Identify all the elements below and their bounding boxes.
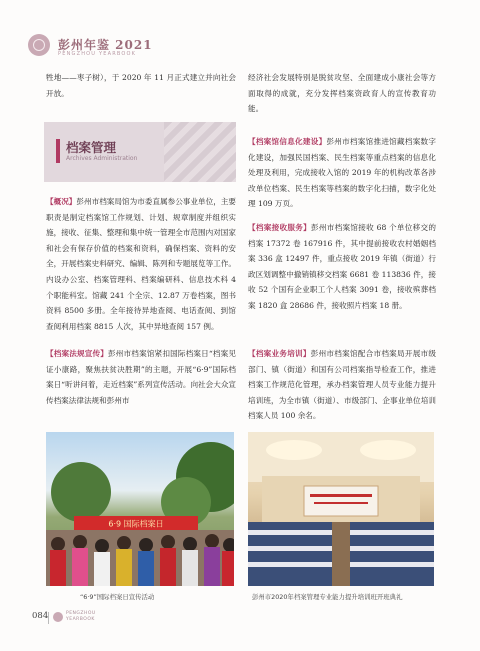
yearbook-logo (28, 34, 50, 56)
overview-text: 彭州市档案局馆为市委直属参公事业单位，主要职责是制定档案馆工作规划、计划、规章制度并组织实施，接收、征集、整理和集中统一管理全市范围内对国家和社会有保存价值的档案和资料，确保档案、资料的安全，开展档案史料研究、编辑、陈列和专题展览等工作。内设办公室、档案管理科、档案编研科、信息技术科 4 个职能科室。馆藏 241 个全宗、12.87 万卷档案，图书资料 8500 多册。全年接待异地查阅、电话查阅、到馆查阅利用档案 8815 人次，其中异地查阅 157 例。 (46, 197, 237, 331)
overview-tag: 【概况】 (46, 197, 77, 206)
receive-paragraph (248, 220, 436, 314)
info-block (248, 134, 436, 212)
overview-paragraph (46, 194, 236, 334)
training-photo (248, 432, 434, 586)
intro-paragraph: 牲地——枣子树），于 2020 年 11 月正式建立并向社会开放。 (46, 73, 236, 98)
footer-book-title: PENGZHOU (66, 611, 96, 616)
receive-block (248, 220, 436, 314)
left-photo-caption: “6·9”国际档案日宣传活动 (80, 593, 155, 601)
archive-day-photo (46, 432, 234, 586)
legal-text: 彭州市档案馆紧扣国际档案日“档案见证小康路，聚焦扶贫决胜期”的主题，开展“6·9”国际档案日“听讲问着，走近档案”系列宣传活动。向社会大众宣传档案法律法规和彭州市 (46, 349, 237, 405)
page-header (0, 0, 480, 60)
info-tag: 【档案馆信息化建设】 (248, 137, 327, 146)
receive-tag: 【档案接收服务】 (248, 223, 311, 232)
archive-day-scene (46, 432, 234, 586)
section-subtitle: Archives Administration (66, 155, 138, 162)
training-block (248, 346, 436, 424)
legal-block (46, 346, 236, 408)
section-title: 档案管理 (66, 140, 117, 155)
legal-tag: 【档案法规宣传】 (46, 349, 109, 358)
training-tag: 【档案业务培训】 (248, 349, 311, 358)
right-intro-paragraph: 经济社会发展特别是脱贫攻坚、全面建成小康社会等方面取得的成就，充分发挥档案资政育人的宣传教育功能。 (248, 73, 436, 114)
page-number: 084 (32, 611, 49, 621)
header-subtitle: PENGZHOU YEARBOOK (58, 51, 137, 57)
legal-paragraph (46, 346, 236, 408)
training-text: 彭州市档案馆配合市档案局开展市级部门、镇（街道）和国有公司档案指导检查工作，推进档案工作规范化管理，承办档案管理人员专业能力提升培训班，为全市镇（街道）、市级部门、企事业单位培训档案人员 100 余名。 (248, 349, 436, 421)
right-intro (248, 70, 436, 117)
banner-accent-bar (56, 139, 60, 163)
left-intro (46, 70, 236, 101)
training-paragraph (248, 346, 436, 424)
banner-pattern (164, 122, 236, 182)
receive-text: 彭州市档案馆接收 68 个单位移交的档案 17372 卷 167916 件，其中提前接收农村婚姻档案 336 盒 12497 件，重点接收 2019 年镇（街道）行政区划调整中撤销镇移交档案 6681 卷 113836 件，接收 52 个国有企业职工个人档案 3091 卷，接收殡葬档案 1820 盒 28686 件，接收照片档案 18 册。 (248, 223, 436, 310)
training-scene (248, 432, 434, 586)
footer-logo (53, 612, 63, 622)
event-banner-text: 6·9 国际档案日 (108, 519, 164, 529)
footer-divider (48, 612, 49, 624)
overview-block (46, 194, 236, 334)
section-banner (44, 122, 236, 182)
info-text: 彭州市档案馆推进馆藏档案数字化建设，加强民国档案、民生档案等重点档案的信息化处理及利用，完成接收入馆的 2019 年的机构改革各涉改单位档案、民生档案等档案的数字化扫描，数字化处理 109 万页。 (248, 137, 436, 209)
right-photo-caption: 彭州市2020年档案管理专业能力提升培训班开班典礼 (252, 593, 403, 601)
footer-book-name (66, 611, 96, 623)
info-paragraph (248, 134, 436, 212)
stage-screen (304, 486, 378, 516)
footer-book-subtitle: YEARBOOK (66, 617, 95, 622)
header-title: 彭州年鉴 2021 (58, 38, 153, 52)
